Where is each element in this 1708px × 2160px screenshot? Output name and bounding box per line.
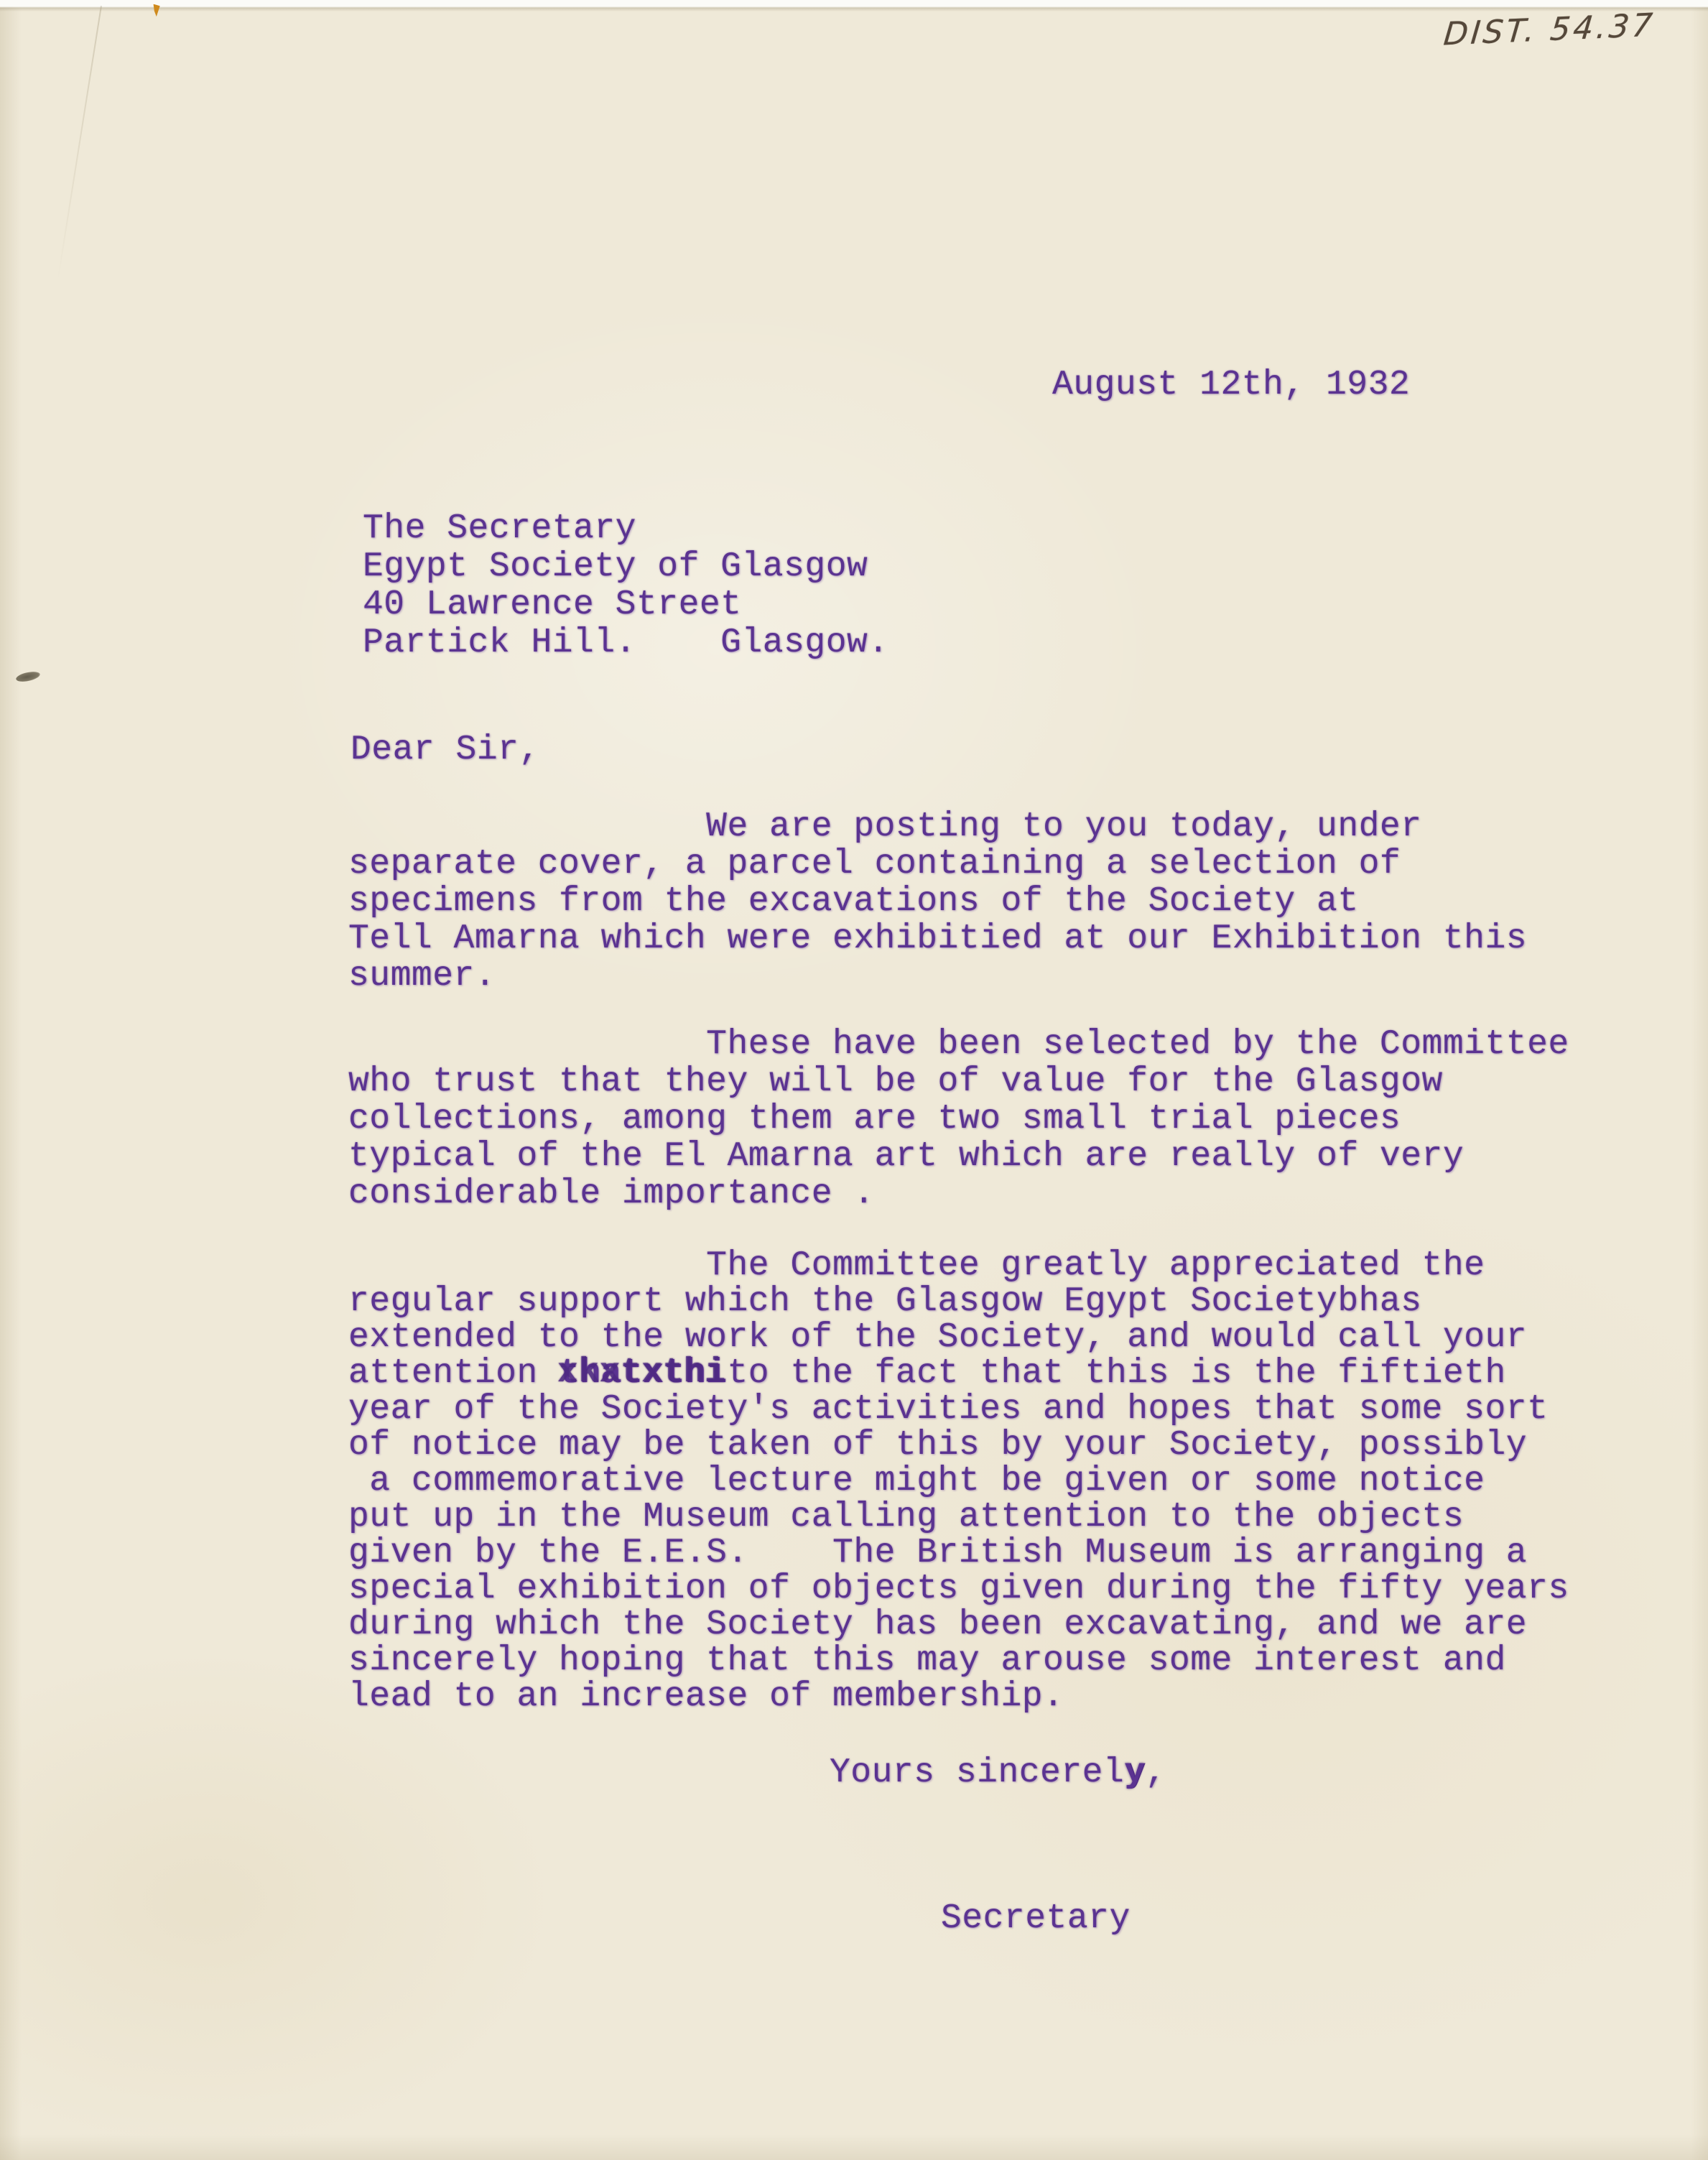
body-paragraph-2 [348,1026,1569,1213]
text-segment: of notice may be taken of this by your Society, possibly [348,1426,1528,1465]
text-segment: given by the E.E.S. The British Museum is arranging a [348,1534,1528,1572]
text-segment: separate cover, a parcel containing a selection of [348,845,1401,884]
text-segment: collections, among them are two small trial pieces [348,1100,1401,1139]
overstruck-text: thatxthi xkxtxthi [559,1354,727,1393]
text-line [348,1427,1569,1463]
text-line [348,1063,1569,1100]
text-line [363,510,889,548]
text-line [348,808,1527,845]
text-line [348,1320,1569,1355]
text-segment: special exhibition of objects given during the fifty years [348,1570,1569,1608]
text-line [830,1754,1166,1791]
text-segment: , [1145,1753,1166,1792]
text-segment: Tell Amarna which were exhibitied at our Exhibition this [348,919,1528,958]
text-line [348,1643,1569,1679]
text-line [348,845,1527,883]
text-line [348,1499,1569,1535]
text-line [348,1535,1569,1571]
signoff [830,1754,1166,1791]
text-segment: The Secretary [363,509,636,548]
text-line [348,920,1527,958]
text-segment: year of the Society's activities and hopes that some sort [348,1390,1549,1429]
text-segment: regular support which the Glasgow Egypt Societybhas [348,1282,1422,1321]
text-segment: Yours sincerel [830,1753,1125,1792]
text-segment: a commemorative lecture might be given or some notice [348,1462,1485,1501]
body-paragraph-1 [348,808,1527,995]
text-line [348,1391,1569,1427]
salutation: Dear Sir, [351,731,540,769]
date-line: August 12th, 1932 [1052,366,1411,404]
text-segment: during which the Society has been excavating, and we are [348,1605,1528,1644]
text-line [348,1026,1569,1063]
text-line [363,624,889,662]
orange-stain-mark [151,4,160,17]
text-segment: put up in the Museum calling attention to the objects [348,1498,1465,1536]
text-segment: Egypt Society of Glasgow [363,547,868,586]
text-segment: extended to the work of the Society, and would call your [348,1318,1528,1357]
text-line [363,548,889,586]
doublestruck-text: y [1124,1753,1146,1792]
text-segment: 40 Lawrence Street [363,585,742,624]
text-segment: attention [348,1354,560,1393]
text-segment: lead to an increase of membership. [348,1677,1064,1716]
text-segment: Partick Hill. Glasgow. [363,624,889,662]
text-segment: typical of the El Amarna art which are really of very [348,1137,1465,1176]
text-line [348,1463,1569,1499]
text-line [363,586,889,624]
text-line [348,1355,1569,1391]
text-segment: We are posting to you today, under [348,807,1422,846]
dark-speck-mark [15,670,41,684]
text-segment: These have been selected by the Committee [348,1025,1569,1064]
text-line [348,1679,1569,1715]
recipient-address [363,510,889,662]
text-segment: sincerely hoping that this may arouse some interest and [348,1641,1506,1680]
text-line [348,1284,1569,1320]
text-segment: considerable importance . [348,1174,875,1213]
paper-crease [52,6,102,311]
archival-reference-annotation: DIST. 54.37 [1442,6,1657,53]
text-line [348,1571,1569,1607]
text-line [348,1100,1569,1138]
text-line [348,1175,1569,1213]
body-paragraph-3 [348,1248,1569,1715]
text-segment: to the fact that this is the fiftieth [727,1354,1506,1393]
signature-title: Secretary [941,1899,1131,1938]
text-line [348,1138,1569,1175]
text-line [348,1248,1569,1284]
text-line [348,883,1527,920]
text-segment: summer. [348,957,496,996]
text-segment: specimens from the excavations of the Society at [348,882,1359,921]
text-line [348,958,1527,995]
text-line [348,1607,1569,1643]
text-segment: who trust that they will be of value for the Glasgow [348,1062,1443,1101]
text-segment: The Committee greatly appreciated the [348,1246,1485,1285]
